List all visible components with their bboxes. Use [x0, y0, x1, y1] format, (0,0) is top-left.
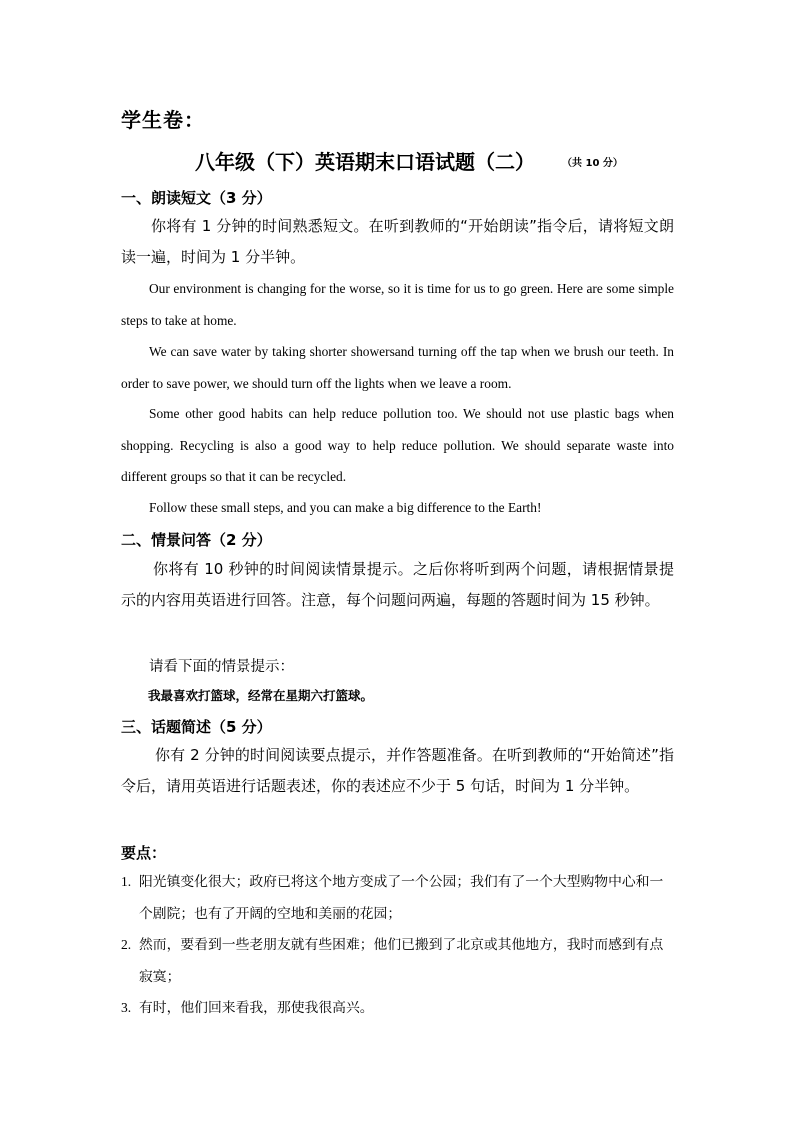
score-note: （共 10 分） — [562, 158, 623, 169]
points-title: 要点： — [121, 844, 167, 862]
section2-instruction: 你将有 10 秒钟的时间阅读情景提示。之后你将听到两个问题，请根据情景提示的内容用英语进行回答。注意，每个问题问两遍，每题的答题时间为 15 秒钟。 — [121, 560, 674, 609]
point-number: 1. — [121, 874, 132, 889]
point-number: 3. — [121, 1000, 132, 1015]
reading-paragraph-1: Our environment is changing for the worse, so it is time for us to go green. Here are some simple steps to take at home. — [121, 281, 674, 328]
section1-heading: 一、朗读短文（3 分） — [121, 189, 272, 207]
point-text-line1: 有时，他们回来看我，那使我很高兴。 — [139, 1000, 374, 1016]
prompt-intro: 请看下面的情景提示： — [149, 659, 294, 675]
section3-instruction: 你有 2 分钟的时间阅读要点提示，并作答题准备。在听到教师的“开始简述”指令后，请用英语进行话题表述，你的表述应不少于 5 句话，时间为 1 分半钟。 — [121, 746, 674, 795]
point-item-3 — [121, 992, 674, 1024]
point-text-line2: 寂寞； — [139, 969, 181, 985]
point-text-line2: 个剧院；也有了开阔的空地和美丽的花园； — [139, 906, 402, 922]
section3-heading: 三、话题简述（5 分） — [121, 718, 272, 736]
paper-label: 学生卷： — [121, 108, 205, 132]
reading-paragraph-2: We can save water by taking shorter showersand turning off the tap when we brush our teeth. In order to save power, we should turn off the lights when we leave a room. — [121, 344, 674, 391]
point-item-1 — [121, 866, 674, 930]
page-title: 八年级（下）英语期末口语试题（二） — [195, 150, 535, 174]
point-item-2 — [121, 929, 674, 993]
section1-instruction: 你将有 1 分钟的时间熟悉短文。在听到教师的“开始朗读”指令后，请将短文朗读一遍，时间为 1 分半钟。 — [121, 217, 674, 266]
point-number: 2. — [121, 937, 132, 952]
situation-prompt: 我最喜欢打篮球，经常在星期六打篮球。 — [148, 688, 374, 703]
reading-paragraph-3: Some other good habits can help reduce pollution too. We should not use plastic bags when shopping. Recycling is also a good way to help reduce pollution. We should separate waste into different groups so that it can be recycled. — [121, 406, 674, 484]
point-text-line1: 阳光镇变化很大；政府已将这个地方变成了一个公园；我们有了一个大型购物中心和一 — [139, 874, 664, 890]
reading-paragraph-4: Follow these small steps, and you can make a big difference to the Earth! — [149, 500, 542, 515]
section2-heading: 二、情景问答（2 分） — [121, 531, 272, 549]
point-text-line1: 然而，要看到一些老朋友就有些困难；他们已搬到了北京或其他地方，我时而感到有点 — [139, 937, 664, 953]
